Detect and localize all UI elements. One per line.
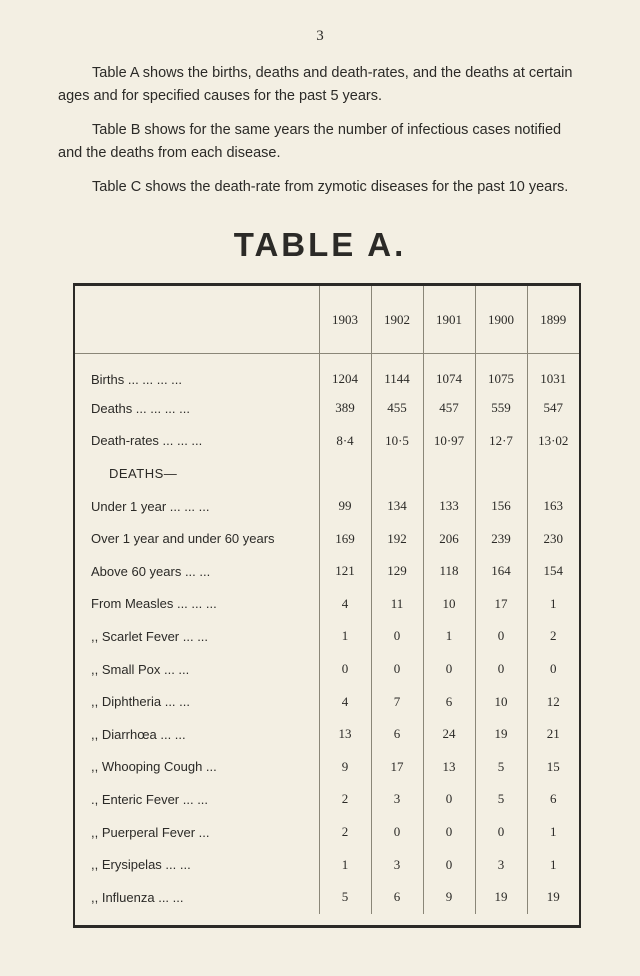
- table-row: [75, 620, 579, 653]
- row-label: ,, Diarrhœa ... ...: [91, 726, 186, 742]
- value-cell: 4: [319, 685, 371, 718]
- table-row: [75, 653, 579, 686]
- value-cell: 0: [423, 816, 475, 849]
- table-row: [75, 816, 579, 849]
- row-label: ,, Whooping Cough ...: [91, 759, 217, 775]
- value-cell: 0: [371, 620, 423, 653]
- value-cell: 169: [319, 522, 371, 555]
- value-cell: 10: [475, 685, 527, 718]
- value-cell: 134: [371, 490, 423, 523]
- row-label: ,, Influenza ... ...: [91, 889, 184, 905]
- value-cell: 1: [319, 848, 371, 881]
- value-cell: 13·02: [527, 425, 579, 458]
- value-cell: 0: [527, 653, 579, 686]
- value-cell: 1: [423, 620, 475, 653]
- table-row: [75, 555, 579, 588]
- header-row: [75, 286, 579, 354]
- value-cell: 1031: [527, 354, 579, 393]
- value-cell: 5: [475, 783, 527, 816]
- value-cell: 121: [319, 555, 371, 588]
- intro-paragraph-a: Table A shows the births, deaths and death-rates, and the deaths at certain ages and for specified causes for the past 5 years.: [58, 65, 573, 104]
- value-cell: 0: [475, 816, 527, 849]
- row-label: ,, Scarlet Fever ... ...: [91, 628, 209, 644]
- value-cell: 17: [475, 588, 527, 621]
- table-row: [75, 848, 579, 881]
- year-header: 1902: [371, 286, 423, 354]
- value-cell: 10·5: [371, 425, 423, 458]
- value-cell: 2: [319, 783, 371, 816]
- value-cell: 8·4: [319, 425, 371, 458]
- table-row: [75, 783, 579, 816]
- row-label: DEATHS—: [109, 465, 178, 481]
- value-cell: 559: [475, 392, 527, 425]
- value-cell: 2: [319, 816, 371, 849]
- value-cell: [475, 457, 527, 490]
- value-cell: 1: [527, 816, 579, 849]
- value-cell: 206: [423, 522, 475, 555]
- table-row: [75, 490, 579, 523]
- value-cell: 6: [371, 718, 423, 751]
- value-cell: 457: [423, 392, 475, 425]
- value-cell: 0: [475, 653, 527, 686]
- value-cell: 9: [423, 881, 475, 914]
- value-cell: 3: [371, 783, 423, 816]
- value-cell: 19: [475, 718, 527, 751]
- value-cell: 118: [423, 555, 475, 588]
- value-cell: 10·97: [423, 425, 475, 458]
- value-cell: 1: [527, 848, 579, 881]
- value-cell: 19: [475, 881, 527, 914]
- value-cell: 192: [371, 522, 423, 555]
- intro-paragraph-c: Table C shows the death-rate from zymotic diseases for the past 10 years.: [92, 179, 569, 195]
- value-cell: 156: [475, 490, 527, 523]
- header-label-cell: [75, 286, 319, 354]
- value-cell: 389: [319, 392, 371, 425]
- value-cell: 19: [527, 881, 579, 914]
- value-cell: 99: [319, 490, 371, 523]
- value-cell: 7: [371, 685, 423, 718]
- value-cell: 13: [319, 718, 371, 751]
- value-cell: 0: [423, 653, 475, 686]
- value-cell: 239: [475, 522, 527, 555]
- row-label: ,, Puerperal Fever ...: [91, 824, 210, 840]
- value-cell: 163: [527, 490, 579, 523]
- table-row: [75, 685, 579, 718]
- year-header: 1899: [527, 286, 579, 354]
- row-label: Death-rates ... ... ...: [91, 433, 203, 449]
- value-cell: 0: [423, 848, 475, 881]
- table-body: [75, 354, 579, 914]
- value-cell: 0: [319, 653, 371, 686]
- value-cell: 3: [475, 848, 527, 881]
- row-label: ,, Small Pox ... ...: [91, 661, 190, 677]
- value-cell: [319, 457, 371, 490]
- value-cell: 11: [371, 588, 423, 621]
- row-label: From Measles ... ... ...: [91, 596, 217, 612]
- row-label: Deaths ... ... ... ...: [91, 400, 190, 416]
- value-cell: 164: [475, 555, 527, 588]
- value-cell: 9: [319, 751, 371, 784]
- table-row: [75, 354, 579, 393]
- row-label: ,, Diphtheria ... ...: [91, 694, 190, 710]
- value-cell: 1075: [475, 354, 527, 393]
- value-cell: 0: [423, 783, 475, 816]
- row-label: Births ... ... ... ...: [91, 371, 183, 387]
- value-cell: 3: [371, 848, 423, 881]
- value-cell: 12·7: [475, 425, 527, 458]
- table-a: [73, 283, 581, 928]
- value-cell: 1: [319, 620, 371, 653]
- value-cell: 5: [475, 751, 527, 784]
- value-cell: 1204: [319, 354, 371, 393]
- intro-paragraph-b: Table B shows for the same years the number of infectious cases notified and the deaths from each disease.: [58, 122, 562, 161]
- value-cell: 12: [527, 685, 579, 718]
- value-cell: 5: [319, 881, 371, 914]
- table-row: [75, 751, 579, 784]
- value-cell: 17: [371, 751, 423, 784]
- table-row: [75, 588, 579, 621]
- value-cell: 6: [371, 881, 423, 914]
- value-cell: 24: [423, 718, 475, 751]
- year-header: 1903: [319, 286, 371, 354]
- value-cell: 1074: [423, 354, 475, 393]
- page-number: 3: [316, 28, 324, 44]
- value-cell: 1144: [371, 354, 423, 393]
- table-row: [75, 718, 579, 751]
- value-cell: 455: [371, 392, 423, 425]
- statistics-table: [75, 286, 579, 914]
- value-cell: 1: [527, 588, 579, 621]
- value-cell: 0: [475, 620, 527, 653]
- value-cell: 0: [371, 816, 423, 849]
- row-label: ,, Erysipelas ... ...: [91, 857, 191, 873]
- table-row: [75, 522, 579, 555]
- value-cell: 13: [423, 751, 475, 784]
- value-cell: 2: [527, 620, 579, 653]
- table-row: [75, 457, 579, 490]
- value-cell: 15: [527, 751, 579, 784]
- value-cell: 21: [527, 718, 579, 751]
- year-header: 1901: [423, 286, 475, 354]
- value-cell: 4: [319, 588, 371, 621]
- value-cell: [423, 457, 475, 490]
- row-label: Above 60 years ... ...: [91, 563, 211, 579]
- value-cell: 0: [371, 653, 423, 686]
- table-title: TABLE A.: [233, 226, 407, 263]
- row-label: Under 1 year ... ... ...: [91, 498, 210, 514]
- value-cell: 230: [527, 522, 579, 555]
- row-label: ., Enteric Fever ... ...: [91, 791, 209, 807]
- intro-text: [58, 62, 588, 210]
- value-cell: 10: [423, 588, 475, 621]
- value-cell: 133: [423, 490, 475, 523]
- value-cell: [371, 457, 423, 490]
- value-cell: 547: [527, 392, 579, 425]
- value-cell: 154: [527, 555, 579, 588]
- value-cell: 6: [423, 685, 475, 718]
- value-cell: 129: [371, 555, 423, 588]
- row-label: Over 1 year and under 60 years: [91, 531, 275, 547]
- table-row: [75, 392, 579, 425]
- table-row: [75, 425, 579, 458]
- table-row: [75, 881, 579, 914]
- value-cell: 6: [527, 783, 579, 816]
- year-header: 1900: [475, 286, 527, 354]
- value-cell: [527, 457, 579, 490]
